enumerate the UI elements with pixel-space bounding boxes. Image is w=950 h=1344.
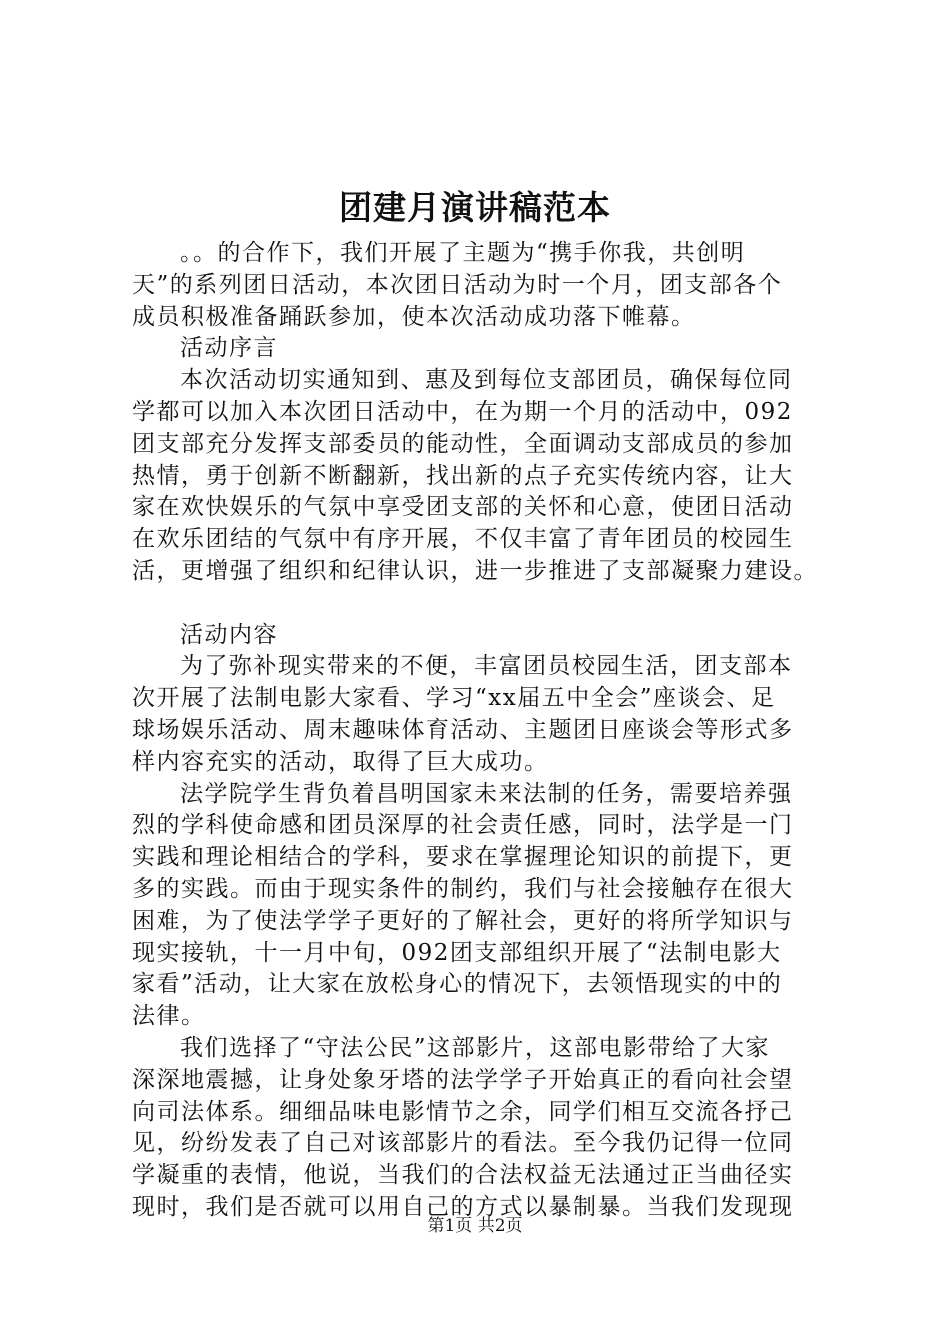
page-number-footer: 第1页 共2页	[427, 1216, 523, 1236]
paragraph-line: 深深地震撼，让身处象牙塔的法学学子开始真正的看向社会望	[132, 1066, 794, 1093]
paragraph-line: 烈的学科使命感和团员深厚的社会责任感，同时，法学是一门	[132, 812, 794, 839]
paragraph-line: 我们选择了“守法公民”这部影片，这部电影带给了大家	[180, 1034, 771, 1061]
paragraph-line: 见，纷纷发表了自己对该部影片的看法。至今我仍记得一位同	[132, 1130, 794, 1157]
paragraph-line: 法律。	[132, 1003, 206, 1030]
paragraph-line: 家看”活动，让大家在放松身心的情况下，去领悟现实的中的	[132, 971, 783, 998]
paragraph-line: 实践和理论相结合的学科，要求在掌握理论知识的前提下，更	[132, 844, 794, 871]
paragraph-line: 困难，为了使法学学子更好的了解社会，更好的将所学知识与	[132, 907, 794, 934]
paragraph-line: 次开展了法制电影大家看、学习“xx届五中全会”座谈会、足	[132, 685, 776, 712]
paragraph-line: 本次活动切实通知到、惠及到每位支部团员，确保每位同	[180, 367, 793, 394]
paragraph-line: 学凝重的表情，他说，当我们的合法权益无法通过正当曲径实	[132, 1162, 794, 1189]
section-heading: 活动序言	[180, 335, 278, 362]
paragraph-line: 学都可以加入本次团日活动中，在为期一个月的活动中，092	[132, 398, 793, 425]
paragraph-line: 多的实践。而由于现实条件的制约，我们与社会接触存在很大	[132, 875, 794, 902]
paragraph-line: 样内容充实的活动，取得了巨大成功。	[132, 748, 549, 775]
paragraph-line: 成员积极准备踊跃参加，使本次活动成功落下帷幕。	[132, 303, 696, 330]
paragraph-line: 活，更增强了组织和纪律认识，进一步推进了支部凝聚力建设。	[132, 557, 818, 584]
paragraph-line: 家在欢快娱乐的气氛中享受团支部的关怀和心意，使团日活动	[132, 494, 794, 521]
paragraph-line: 为了弥补现实带来的不便，丰富团员校园生活，团支部本	[180, 653, 793, 680]
paragraph-line: 球场娱乐活动、周末趣味体育活动、主题团日座谈会等形式多	[132, 716, 794, 743]
paragraph-line: 热情，勇于创新不断翻新，找出新的点子充实传统内容，让大	[132, 462, 794, 489]
section-heading: 活动内容	[180, 621, 278, 648]
paragraph-line: 现实接轨，十一月中旬，092团支部组织开展了“法制电影大	[132, 939, 782, 966]
document-title: 团建月演讲稿范本	[339, 188, 611, 227]
paragraph-line: 天”的系列团日活动，本次团日活动为时一个月，团支部各个	[132, 271, 783, 298]
paragraph-line: 在欢乐团结的气氛中有序开展，不仅丰富了青年团员的校园生	[132, 526, 794, 553]
paragraph-line: 现时，我们是否就可以用自己的方式以暴制暴。当我们发现现	[132, 1193, 794, 1220]
paragraph-line: 向司法体系。细细品味电影情节之余，同学们相互交流各抒己	[132, 1098, 794, 1125]
document-body	[132, 238, 837, 1224]
paragraph-line: 。。的合作下，我们开展了主题为“携手你我，共创明	[180, 240, 746, 266]
blank-line	[132, 588, 837, 620]
paragraph-line: 团支部充分发挥支部委员的能动性，全面调动支部成员的参加	[132, 430, 794, 457]
paragraph-line: 法学院学生背负着昌明国家未来法制的任务，需要培养强	[180, 780, 793, 807]
